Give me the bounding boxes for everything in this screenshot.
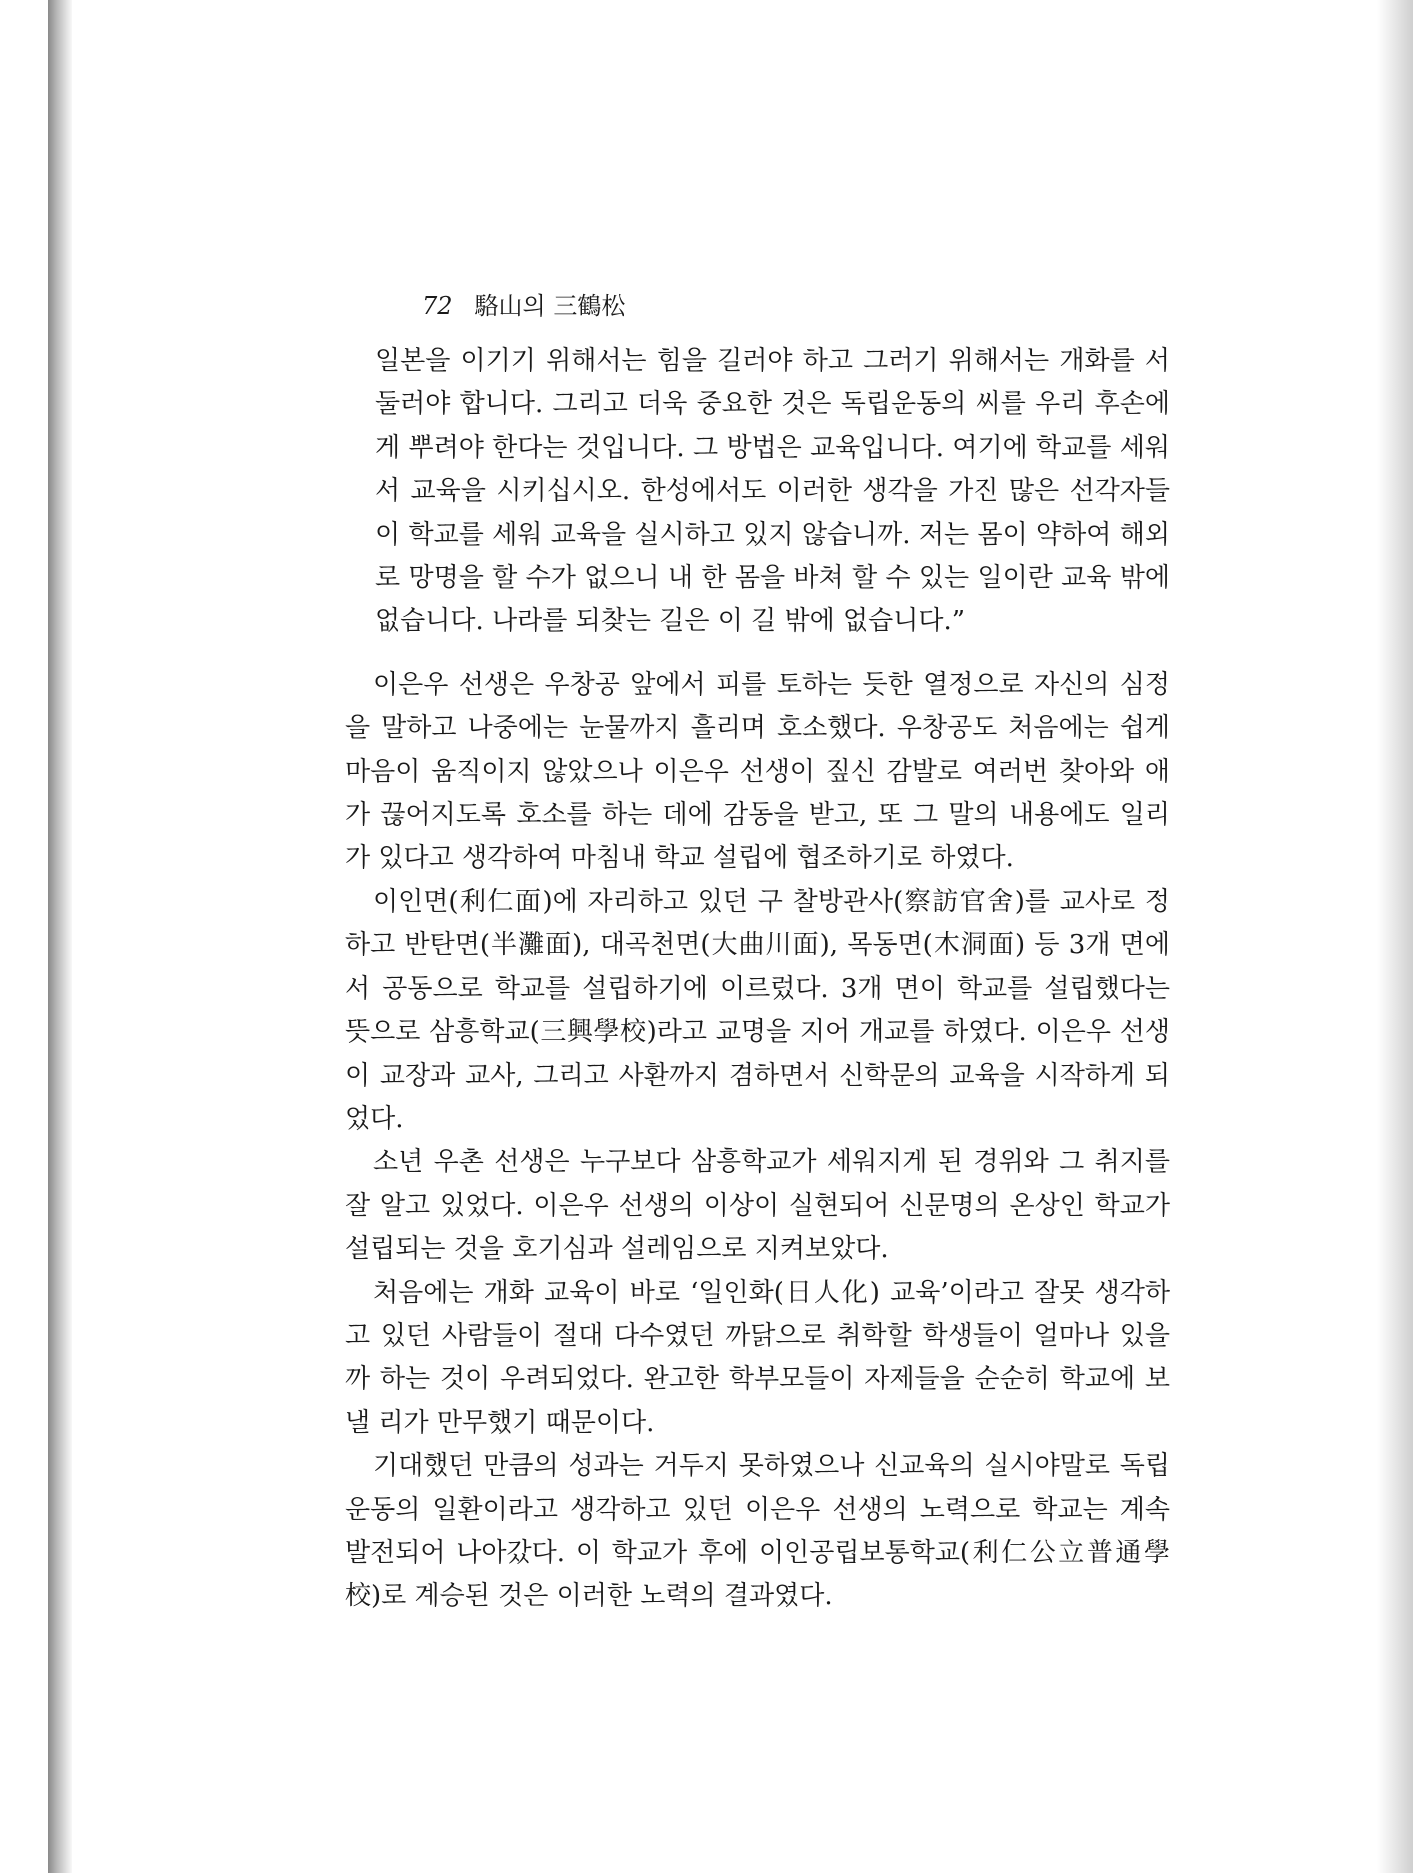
paragraph: 이은우 선생은 우창공 앞에서 피를 토하는 듯한 열정으로 자신의 심정을 말하고 나중에는 눈물까지 흘리며 호소했다. 우창공도 처음에는 쉽게 마음이 움직이지 않았으나 이은우 선생이 짚신 감발로 여러번 찾아와 애가 끊어지도록 호소를 하는 데에 감동을 받고, 또 그 말의 내용에도 일리가 있다고 생각하여 마침내 학교 설립에 협조하기로 하였다. xyxy=(345,669,1170,874)
page-number: 72 xyxy=(422,292,453,320)
body-text xyxy=(345,340,1170,1619)
book-title: 駱山의 三鶴松 xyxy=(474,292,626,320)
book-spine-shadow xyxy=(48,0,74,1873)
paragraph: 처음에는 개화 교육이 바로 ‘일인화(日人化) 교육’이라고 잘못 생각하고 있던 사람들이 절대 다수였던 까닭으로 취학할 학생들이 얼마나 있을까 하는 것이 우려되었다. 완고한 학부모들이 자제들을 순순히 학교에 보낼 리가 만무했기 때문이다. xyxy=(345,1277,1170,1438)
paragraph: 소년 우촌 선생은 누구보다 삼흥학교가 세워지게 된 경위와 그 취지를 잘 알고 있었다. 이은우 선생의 이상이 실현되어 신문명의 온상인 학교가 설립되는 것을 호기심과 설레임으로 지켜보았다. xyxy=(345,1147,1170,1265)
quoted-paragraph: 일본을 이기기 위해서는 힘을 길러야 하고 그러기 위해서는 개화를 서둘러야 합니다. 그리고 더욱 중요한 것은 독립운동의 씨를 우리 후손에게 뿌려야 한다는 것입니다. 그 방법은 교육입니다. 여기에 학교를 세워서 교육을 시키십시오. 한성에서도 이러한 생각을 가진 많은 선각자들이 학교를 세워 교육을 실시하고 있지 않습니까. 저는 몸이 약하여 해외로 망명을 할 수가 없으니 내 한 몸을 바쳐 할 수 있는 일이란 교육 밖에 없습니다. 나라를 되찾는 길은 이 길 밖에 없습니다.” xyxy=(375,346,1170,637)
running-head xyxy=(422,286,625,321)
paragraph: 기대했던 만큼의 성과는 거두지 못하였으나 신교육의 실시야말로 독립운동의 일환이라고 생각하고 있던 이은우 선생의 노력으로 학교는 계속 발전되어 나아갔다. 이 학교가 후에 이인공립보통학교(利仁公立普通學校)로 계승된 것은 이러한 노력의 결과였다. xyxy=(345,1451,1170,1612)
paragraph-gap xyxy=(345,644,1170,664)
page-edge-shadow xyxy=(1377,0,1413,1873)
paragraph: 이인면(利仁面)에 자리하고 있던 구 찰방관사(察訪官舍)를 교사로 정하고 반탄면(半灘面), 대곡천면(大曲川面), 목동면(木洞面) 등 3개 면에서 공동으로 학교를 설립하기에 이르렀다. 3개 면이 학교를 설립했다는 뜻으로 삼흥학교(三興學校)라고 교명을 지어 개교를 하였다. 이은우 선생이 교장과 교사, 그리고 사환까지 겸하면서 신학문의 교육을 시작하게 되었다. xyxy=(345,886,1170,1134)
